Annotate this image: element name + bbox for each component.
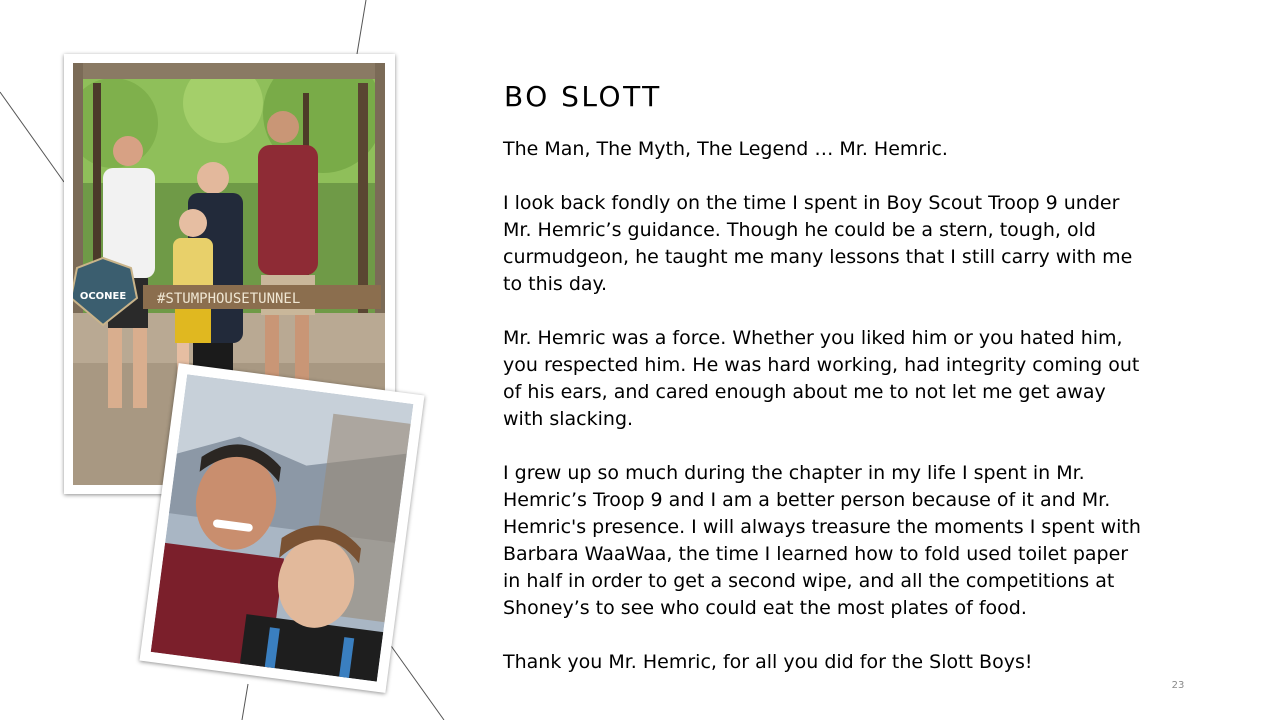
paragraph-force [503,325,1203,433]
decor-line-bottom-right [384,636,444,720]
text-line: I look back fondly on the time I spent in Boy Scout Troop 9 under [503,192,1120,214]
paragraph-troop [503,190,1203,298]
tribute-text [503,136,1203,703]
oconee-badge-text: OCONEE [79,291,127,302]
text-line: you respected him. He was hard working, had integrity coming out [503,354,1140,376]
selfie-photo-image [151,374,414,681]
text-line: to this day. [503,273,608,295]
text-line: with slacking. [503,408,634,430]
text-line: Hemric's presence. I will always treasure the moments I spent with [503,516,1141,538]
slide-title: BO SLOTT [504,80,662,113]
text-line: of his ears, and cared enough about me to not let me get away [503,381,1106,403]
page-number: 23 [1171,680,1185,691]
tunnel-sign-text: #STUMPHOUSETUNNEL [157,291,301,307]
decor-line-top [357,0,366,54]
text-line: Thank you Mr. Hemric, for all you did for the Slott Boys! [503,651,1033,673]
text-line: The Man, The Myth, The Legend … Mr. Hemric. [503,138,948,160]
text-line: Barbara WaaWaa, the time I learned how to fold used toilet paper [503,543,1129,565]
paragraph-intro [503,136,1203,163]
decor-line-left [0,92,64,182]
text-line: curmudgeon, he taught me many lessons that I still carry with me [503,246,1133,268]
paragraph-memories [503,460,1203,622]
text-line: Shoney’s to see who could eat the most plates of food. [503,597,1027,619]
text-line: Mr. Hemric was a force. Whether you liked him or you hated him, [503,327,1123,349]
paragraph-thanks [503,649,1203,676]
text-line: in half in order to get a second wipe, and all the competitions at [503,570,1115,592]
decor-line-bottom [242,684,248,720]
text-line: I grew up so much during the chapter in my life I spent in Mr. [503,462,1085,484]
text-line: Mr. Hemric’s guidance. Though he could be a stern, tough, old [503,219,1096,241]
selfie-photo [139,363,424,693]
text-line: Hemric’s Troop 9 and I am a better person because of it and Mr. [503,489,1111,511]
